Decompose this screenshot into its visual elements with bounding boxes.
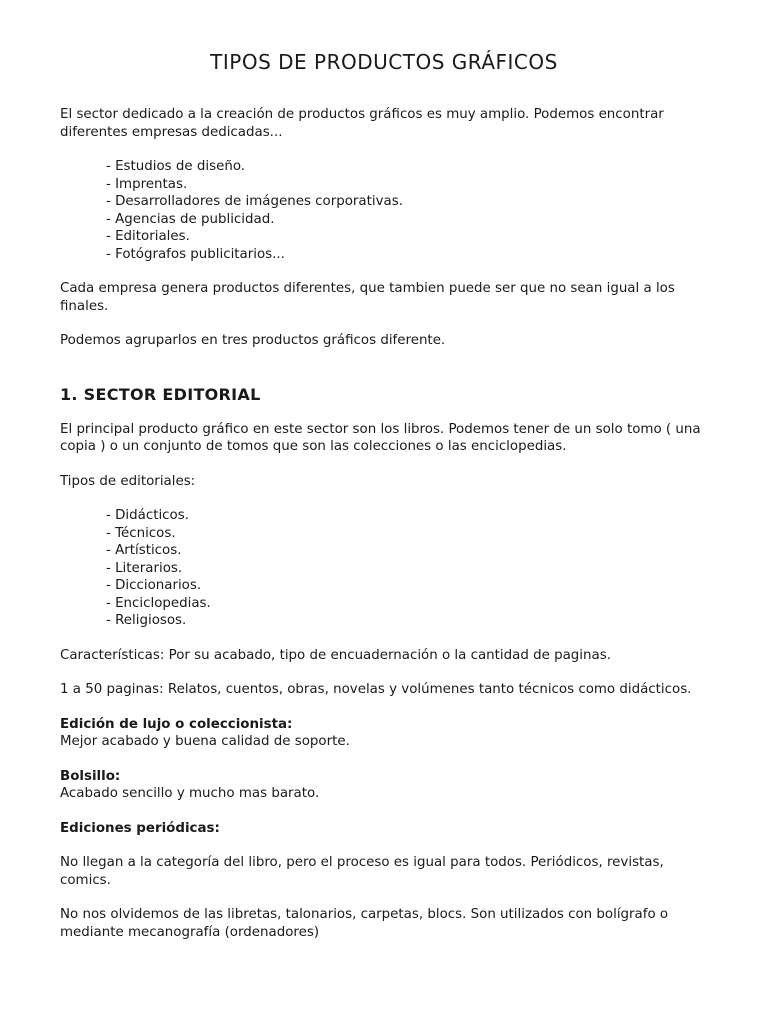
list-item: - Agencias de publicidad. — [106, 211, 275, 227]
list-item: - Fotógrafos publicitarios... — [106, 246, 285, 262]
list-item: - Editoriales. — [106, 229, 190, 244]
characteristics-text: Por su acabado, tipo de encuadernación o la cantidad de paginas. — [164, 647, 611, 663]
page-title: TIPOS DE PRODUCTOS GRÁFICOS — [210, 50, 558, 74]
pocket-label: Bolsillo: — [60, 768, 121, 784]
characteristics-paragraph — [60, 647, 710, 665]
pages-paragraph — [60, 681, 710, 699]
editorial-types-list — [60, 507, 710, 630]
list-item: - Didácticos. — [106, 508, 189, 523]
pages-label: 1 a 50 paginas: — [60, 682, 164, 697]
companies-list — [60, 158, 710, 263]
list-item: - Enciclopedias. — [106, 595, 211, 611]
list-item: - Técnicos. — [106, 525, 176, 541]
pages-text: Relatos, cuentos, obras, novelas y volúmenes tanto técnicos como didácticos. — [163, 682, 692, 697]
characteristics-label: Características: — [60, 647, 165, 663]
list-item: - Estudios de diseño. — [106, 159, 246, 174]
section-heading-editorial: 1. SECTOR EDITORIAL — [60, 384, 261, 404]
list-item: - Imprentas. — [106, 176, 188, 192]
periodic-label: Ediciones periódicas: — [60, 820, 220, 836]
types-label-text: Tipos de editoriales: — [60, 473, 196, 489]
list-item: - Artísticos. — [106, 543, 182, 558]
group-paragraph: Podemos agruparlos en tres productos gráficos diferente. — [60, 333, 446, 348]
intro-paragraph: El sector dedicado a la creación de productos gráficos es muy amplio. Podemos encontrar diferentes empresas dedicadas... — [60, 107, 664, 140]
luxury-label: Edición de lujo o coleccionista: — [60, 716, 293, 732]
luxury-text: Mejor acabado y buena calidad de soporte. — [60, 734, 350, 749]
periodic-text: No llegan a la categoría del libro, pero el proceso es igual para todos. Periódicos, revistas, comics. — [60, 855, 664, 888]
list-item: - Desarrolladores de imágenes corporativas. — [106, 194, 403, 209]
products-paragraph: Cada empresa genera productos diferentes, que tambien puede ser que no sean igual a los finales. — [60, 281, 675, 314]
list-item: - Religiosos. — [106, 613, 187, 628]
document-body — [60, 106, 710, 941]
list-item: - Diccionarios. — [106, 578, 202, 593]
closing-paragraph: No nos olvidemos de las libretas, talonarios, carpetas, blocs. Son utilizados con bolígrafo o mediante mecanografía (ordenadores) — [60, 907, 669, 940]
editorial-intro: El principal producto gráfico en este sector son los libros. Podemos tener de un solo tomo ( una copia ) o un conjunto de tomos que son las colecciones o las enciclopedias. — [60, 421, 701, 454]
list-item: - Literarios. — [106, 560, 183, 576]
types-label — [60, 473, 710, 491]
pocket-text: Acabado sencillo y mucho mas barato. — [60, 786, 320, 801]
